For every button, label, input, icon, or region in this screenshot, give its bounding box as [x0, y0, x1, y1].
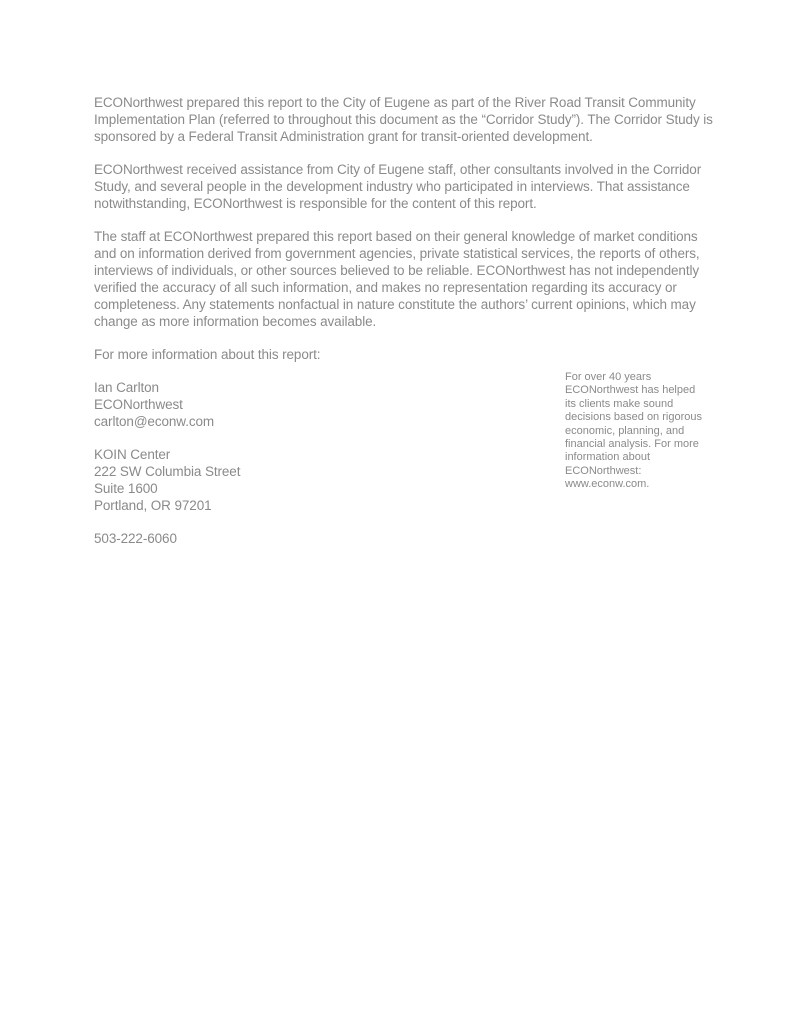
- assistance-paragraph: ECONorthwest received assistance from City of Eugene staff, other consultants involved in the Corridor Study, and several people in the development industry who participated in interviews. That assistance notwithstanding, ECONorthwest is responsible for the content of this report.: [94, 162, 702, 211]
- contact-company: ECONorthwest: [94, 397, 183, 412]
- contact-lead-in-block: [94, 346, 714, 363]
- address-city-state-zip: Portland, OR 97201: [94, 498, 212, 513]
- disclaimer-paragraph: The staff at ECONorthwest prepared this report based on their general knowledge of market conditions and on information derived from government agencies, private statistical services, the reports of others, interviews of individuals, or other sources believed to be reliable. ECONorthwest has not independently verified the accuracy of all such information, and makes no representation regarding its accuracy or completeness. Any statements nonfactual in nature constitute the authors’ current opinions, which may change as more information becomes available.: [94, 229, 700, 329]
- contact-lead-in: For more information about this report:: [94, 347, 321, 362]
- contact-name: Ian Carlton: [94, 380, 159, 395]
- company-sidebar-note: For over 40 years ECONorthwest has helped its clients make sound decisions based on rigorous economic, planning, and financial analysis. For more information about ECONorthwest: www.econw.com.: [565, 371, 702, 491]
- address-street: 222 SW Columbia Street: [94, 464, 241, 479]
- contact-phone-block: [94, 530, 714, 547]
- contact-phone: 503-222-6060: [94, 531, 177, 546]
- address-suite: Suite 1600: [94, 481, 158, 496]
- contact-email: carlton@econw.com: [94, 414, 215, 429]
- address-building: KOIN Center: [94, 447, 171, 462]
- intro-paragraph: ECONorthwest prepared this report to the City of Eugene as part of the River Road Transit Community Implementation Plan (referred to throughout this document as the “Corridor Study”). The Corridor Study is sponsored by a Federal Transit Administration grant for transit-oriented development.: [94, 95, 713, 144]
- main-text-column: [94, 94, 714, 563]
